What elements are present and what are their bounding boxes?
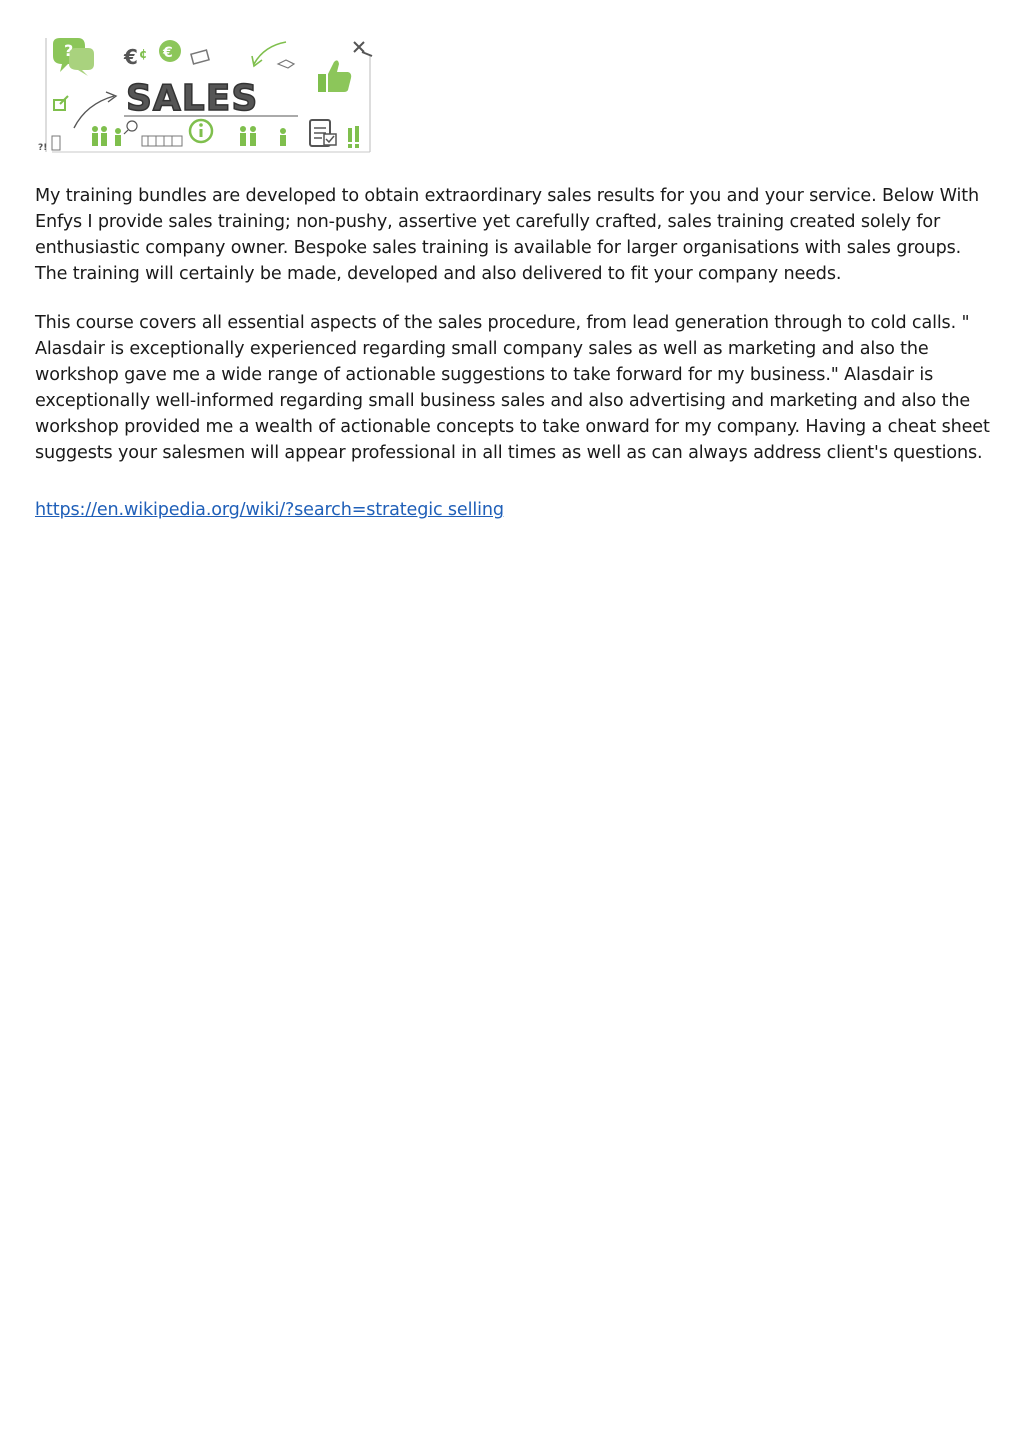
- magnifier-icon: [124, 121, 137, 134]
- arrow-icon: [74, 92, 116, 128]
- svg-text:¢: ¢: [139, 47, 148, 61]
- thumbs-up-icon: [318, 60, 351, 92]
- edit-icon: [54, 96, 68, 110]
- wikipedia-link[interactable]: https://en.wikipedia.org/wiki/?search=strategic selling: [35, 500, 504, 520]
- handshake-icon: [278, 60, 294, 68]
- svg-text:SALES: SALES: [126, 78, 259, 119]
- exclamation-icon: [348, 126, 359, 148]
- svg-text:?: ?: [64, 41, 74, 60]
- article-body: [35, 183, 995, 523]
- question-bubble-icon: [53, 38, 94, 76]
- euro-coins-icon: [123, 40, 181, 69]
- info-icon: [190, 120, 212, 142]
- svg-text:?!: ?!: [38, 143, 48, 153]
- paragraph-course: This course covers all essential aspects of the sales procedure, from lead generation through to cold calls. " Alasdair is exceptionally experienced regarding small company sales as well as marketing and also the workshop gave me a wide range of actionable suggestions to take forward for my business." Alasdair is exceptionally well-informed regarding small business sales and also advertising and marketing and also the workshop provided me a wealth of actionable concepts to take onward for my company. Having a cheat sheet suggests your salesmen will appear professional in all times as well as can always address client's questions.: [35, 313, 990, 463]
- sales-logo: [122, 78, 298, 119]
- svg-text:€: €: [163, 45, 173, 61]
- meeting-table-icon: [142, 136, 182, 146]
- door-icon: [38, 136, 60, 153]
- banknote-icon: [191, 50, 209, 64]
- arrows-icon: [354, 42, 372, 56]
- svg-text:€: €: [124, 45, 138, 69]
- paragraph-intro: My training bundles are developed to obtain extraordinary sales results for you and your service. Below With Enfys I provide sales training; non-pushy, assertive yet carefully crafted, sales training created solely for enthusiastic company owner. Bespoke sales training is available for larger organisations with sales groups. The training will certainly be made, developed and also delivered to fit your company needs.: [35, 186, 979, 284]
- clipboard-check-icon: [310, 120, 336, 146]
- sales-banner-image: [36, 34, 376, 158]
